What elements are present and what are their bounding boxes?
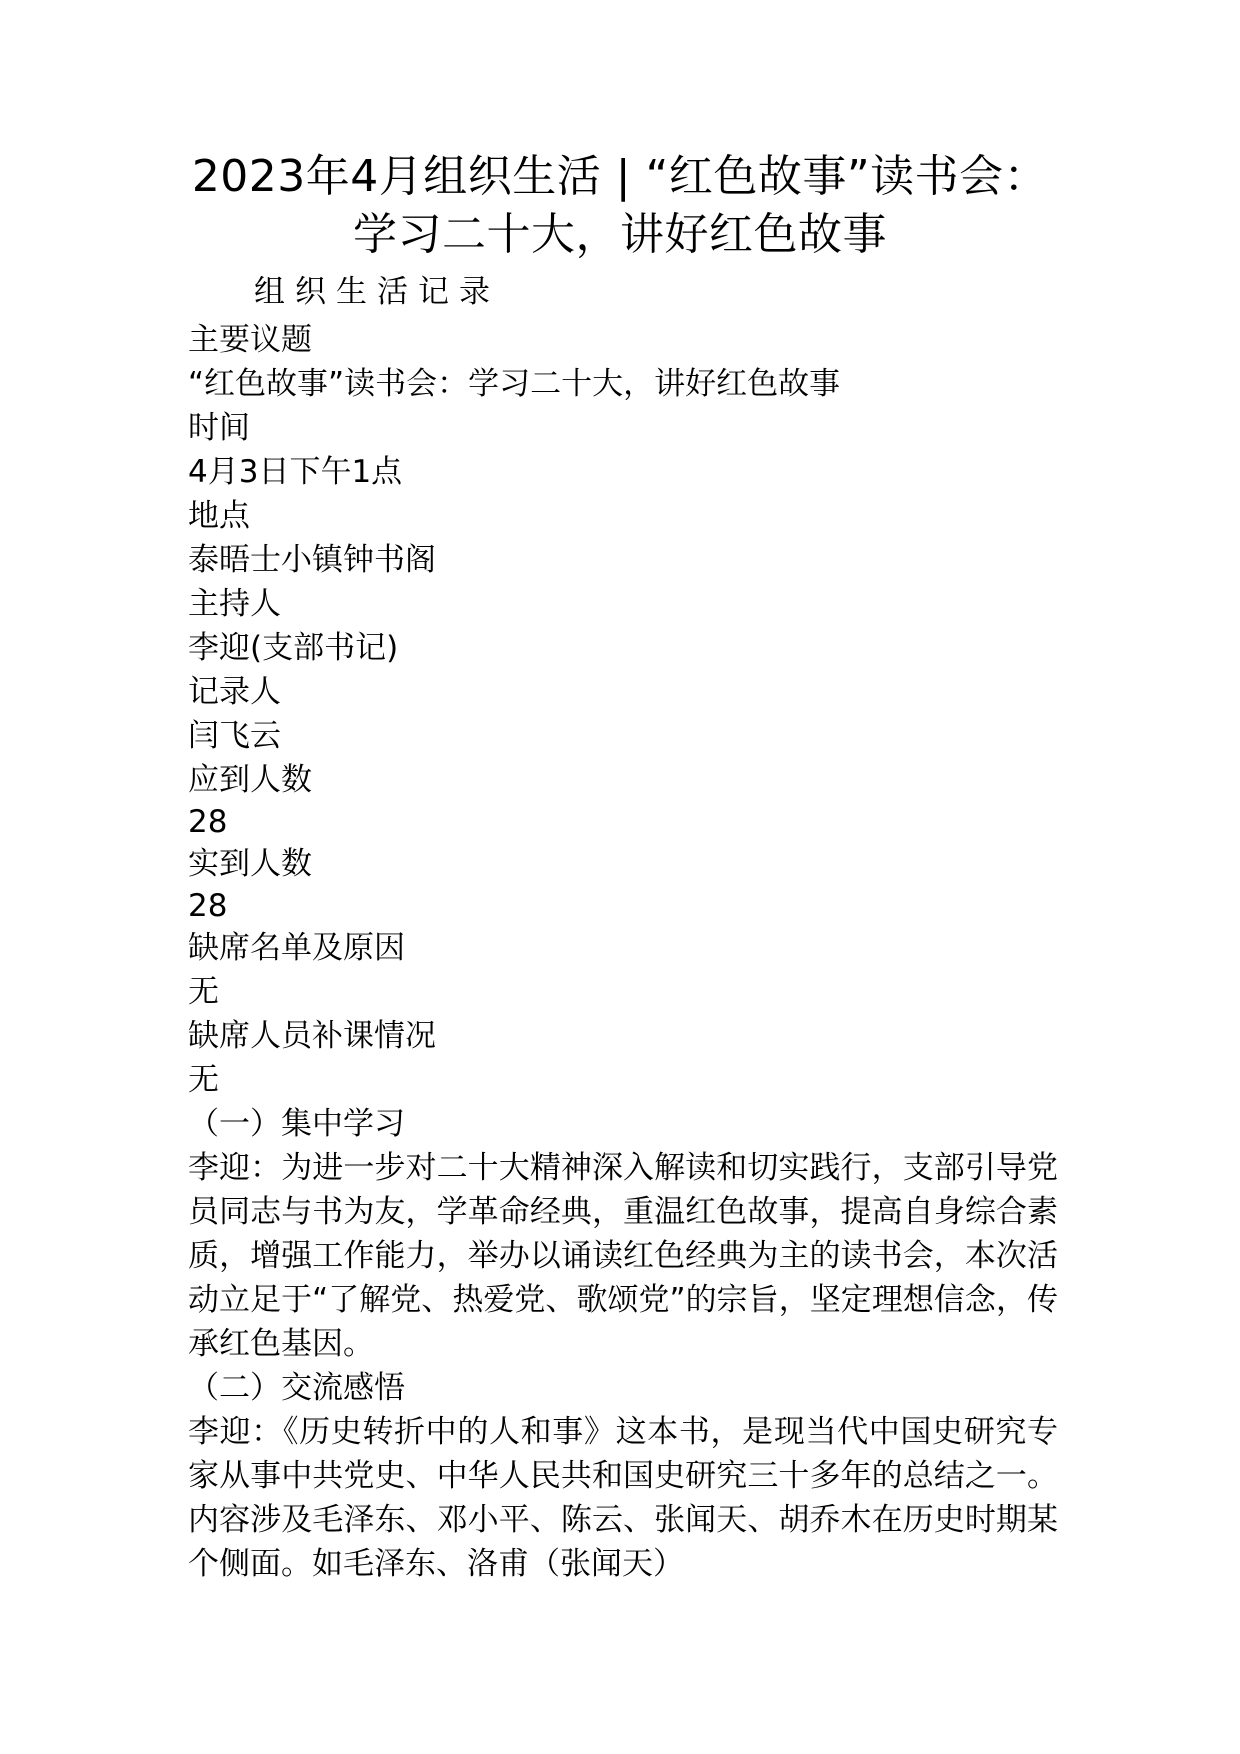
topic-value: “红色故事”读书会：学习二十大，讲好红色故事 (188, 366, 841, 402)
time-label: 时间 (188, 410, 250, 446)
host-label: 主持人 (188, 586, 281, 622)
section-heading-exchange: （二）交流感悟 (188, 1370, 405, 1406)
recorder-value: 闫飞云 (188, 718, 281, 754)
actual-count-value: 28 (188, 888, 228, 924)
time-value: 4月3日下午1点 (188, 454, 403, 490)
absent-list-label: 缺席名单及原因 (188, 930, 405, 966)
location-value: 泰晤士小镇钟书阁 (188, 542, 436, 578)
recorder-label: 记录人 (188, 674, 281, 710)
host-value: 李迎(支部书记) (188, 630, 399, 666)
section-body-study: 李迎：为进一步对二十大精神深入解读和切实践行，支部引导党员同志与书为友，学革命经典，重温红色故事，提高自身综合素质，增强工作能力，举办以诵读红色经典为主的读书会，本次活动立足于“了解党、热爱党、歌颂党”的宗旨，坚定理想信念，传承红色基因。 (188, 1150, 1058, 1362)
actual-count-label: 实到人数 (188, 846, 312, 882)
absent-list-value: 无 (188, 974, 219, 1010)
section-body-exchange: 李迎：《历史转折中的人和事》这本书，是现当代中国史研究专家从事中共党史、中华人民共和国史研究三十多年的总结之一。内容涉及毛泽东、邓小平、陈云、张闻天、胡乔木在历史时期某个侧面。如毛泽东、洛甫（张闻天） (188, 1414, 1058, 1582)
makeup-value: 无 (188, 1062, 219, 1098)
expected-count-value: 28 (188, 804, 228, 840)
expected-count-label: 应到人数 (188, 762, 312, 798)
document-title: 2023年4月组织生活 | “红色故事”读书会：学习二十大，讲好红色故事 (191, 151, 1049, 260)
topic-label: 主要议题 (188, 322, 312, 358)
document-subtitle: 组织生活记录 (254, 274, 500, 310)
section-heading-study: （一）集中学习 (188, 1106, 405, 1142)
location-label: 地点 (188, 498, 250, 534)
makeup-label: 缺席人员补课情况 (188, 1018, 436, 1054)
record-body (188, 318, 1058, 1586)
